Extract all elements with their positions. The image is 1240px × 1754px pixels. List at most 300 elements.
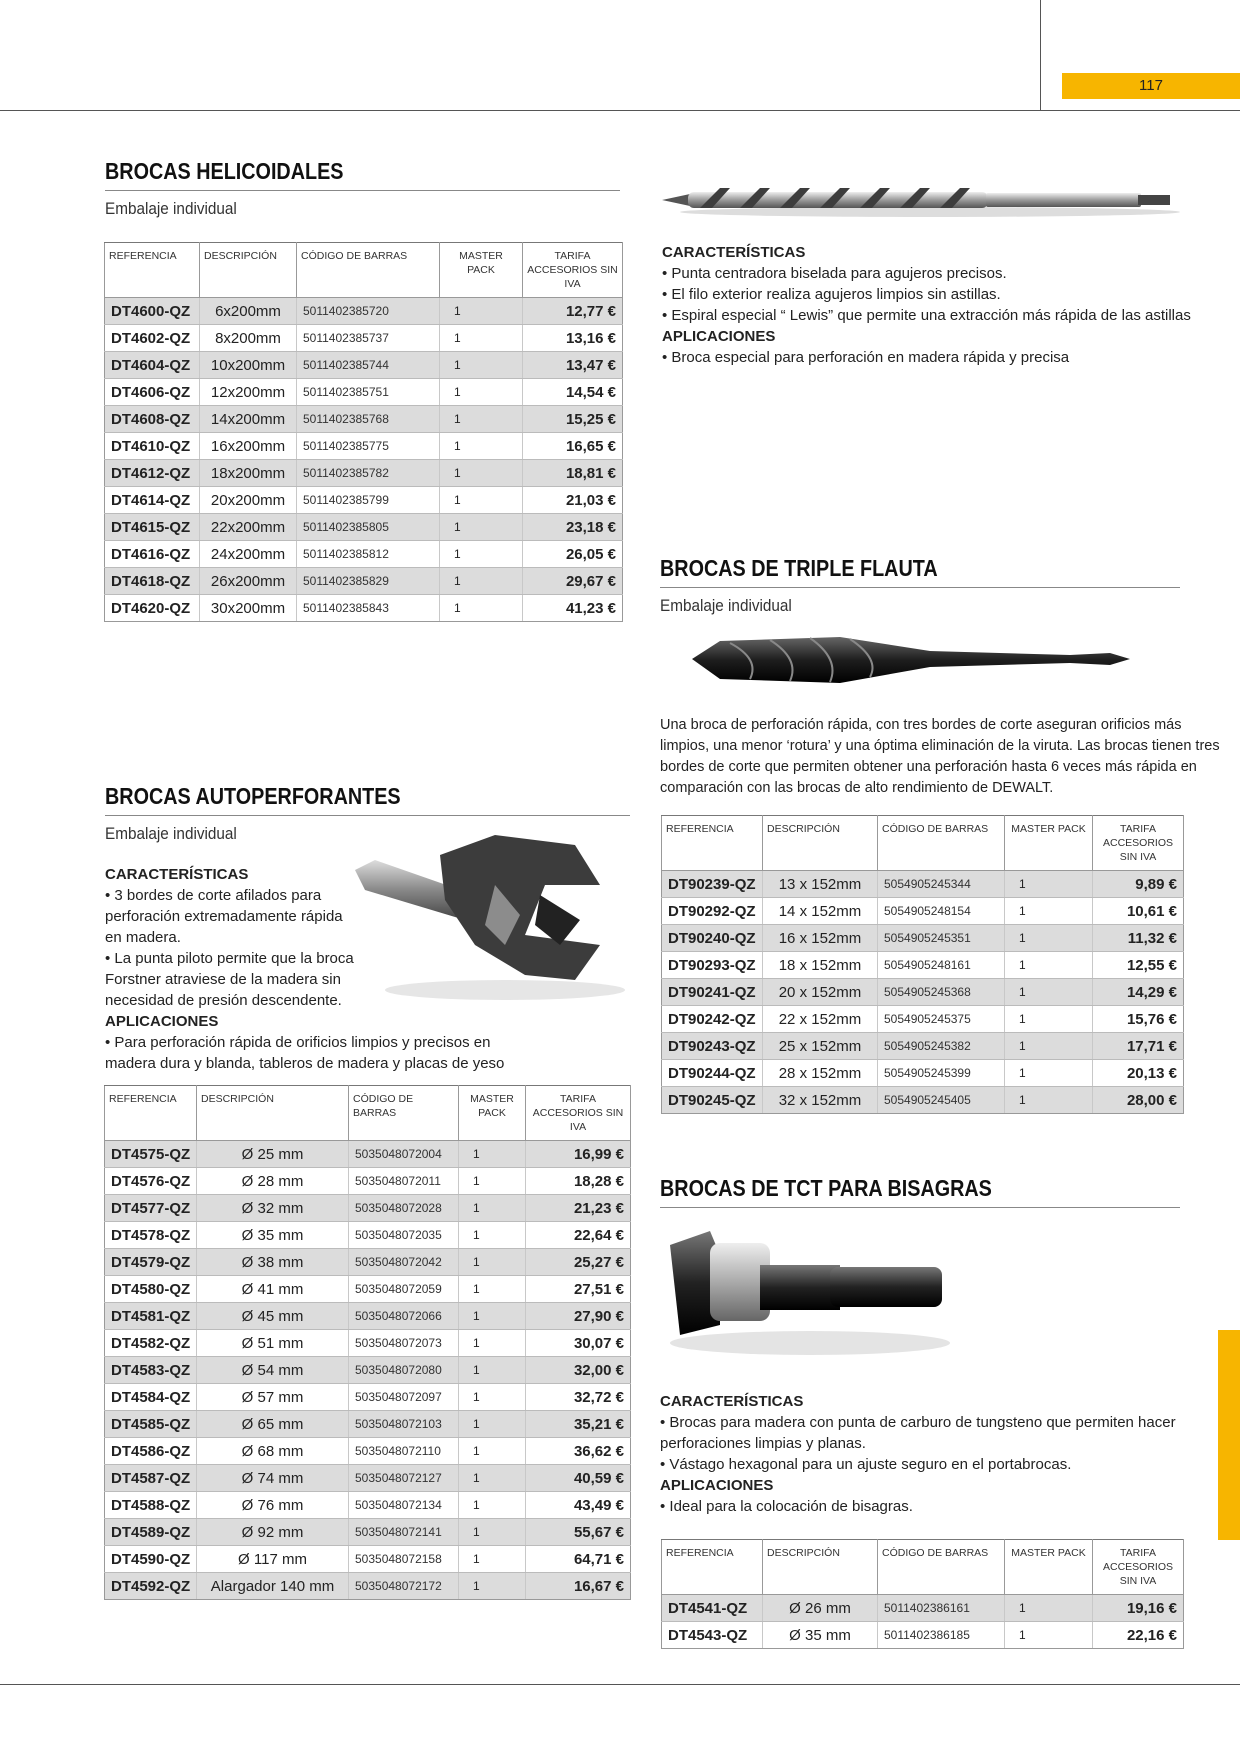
reference-cell: DT90293-QZ [662,952,763,979]
master-pack-cell: 1 [1005,1087,1093,1114]
barcode-cell: 5054905245344 [878,871,1005,898]
price-cell: 32,00 € [526,1357,631,1384]
table-row [105,1438,631,1465]
master-pack-cell: 1 [1005,979,1093,1006]
master-pack-cell: 1 [459,1519,526,1546]
barcode-cell: 5054905245405 [878,1087,1005,1114]
barcode-cell: 5011402385829 [297,568,440,595]
description-cell: 28 x 152mm [763,1060,878,1087]
description-cell: Ø 57 mm [197,1384,349,1411]
table-header-row [105,243,623,298]
reference-cell: DT4606-QZ [105,379,200,406]
triple-flute-bit-image [690,625,1135,695]
reference-cell: DT4608-QZ [105,406,200,433]
master-pack-cell: 1 [459,1438,526,1465]
price-cell: 23,18 € [523,514,623,541]
feature-line: necesidad de presión descendente. [105,992,342,1009]
price-cell: 22,16 € [1093,1622,1184,1649]
barcode-cell: 5011402385768 [297,406,440,433]
price-cell: 18,28 € [526,1168,631,1195]
barcode-cell: 5054905245399 [878,1060,1005,1087]
section-subtitle: Embalaje individual [105,199,237,218]
barcode-cell: 5035048072011 [349,1168,459,1195]
auger-bit-image [660,180,1190,220]
table-row [662,952,1184,979]
barcode-cell: 5035048072059 [349,1276,459,1303]
reference-cell: DT4586-QZ [105,1438,197,1465]
master-pack-cell: 1 [440,379,523,406]
description-cell: 32 x 152mm [763,1087,878,1114]
description-cell: Ø 38 mm [197,1249,349,1276]
master-pack-cell: 1 [459,1303,526,1330]
price-cell: 22,64 € [526,1222,631,1249]
table-row [105,1168,631,1195]
reference-cell: DT90244-QZ [662,1060,763,1087]
barcode-cell: 5011402385775 [297,433,440,460]
table-row [662,871,1184,898]
description-cell: Ø 68 mm [197,1438,349,1465]
reference-cell: DT4585-QZ [105,1411,197,1438]
master-pack-cell: 1 [440,406,523,433]
description-cell: Ø 45 mm [197,1303,349,1330]
table-row [105,433,623,460]
description-line: bordes de corte que permiten obtener una perforación hasta 6 veces más rápida en [660,759,1197,775]
barcode-cell: 5054905245351 [878,925,1005,952]
application-line: • Ideal para la colocación de bisagras. [660,1498,913,1515]
master-pack-cell: 1 [1005,1622,1093,1649]
barcode-cell: 5054905248154 [878,898,1005,925]
column-header: CÓDIGO DE BARRAS [349,1086,459,1141]
reference-cell: DT4580-QZ [105,1276,197,1303]
master-pack-cell: 1 [459,1384,526,1411]
feature-line: • Brocas para madera con punta de carburo de tungsteno que permiten hacer [660,1414,1176,1431]
table-row [662,1060,1184,1087]
product-table-helicoidales [104,242,623,622]
description-cell: 16x200mm [200,433,297,460]
master-pack-cell: 1 [440,514,523,541]
table-row [105,406,623,433]
reference-cell: DT4620-QZ [105,595,200,622]
reference-cell: DT4604-QZ [105,352,200,379]
description-cell: Ø 25 mm [197,1141,349,1168]
column-header: TARIFA ACCESORIOS SIN IVA [523,243,623,298]
section-rule [105,815,630,816]
table-header-row [662,816,1184,871]
column-header: CÓDIGO DE BARRAS [878,816,1005,871]
description-cell: 12x200mm [200,379,297,406]
reference-cell: DT90239-QZ [662,871,763,898]
reference-cell: DT90292-QZ [662,898,763,925]
price-cell: 14,29 € [1093,979,1184,1006]
barcode-cell: 5011402385782 [297,460,440,487]
side-tab-marker [1218,1330,1240,1540]
description-cell: 26x200mm [200,568,297,595]
feature-line: • 3 bordes de corte afilados para [105,887,322,904]
barcode-cell: 5011402386185 [878,1622,1005,1649]
price-cell: 26,05 € [523,541,623,568]
reference-cell: DT4581-QZ [105,1303,197,1330]
barcode-cell: 5011402385720 [297,298,440,325]
price-cell: 18,81 € [523,460,623,487]
reference-cell: DT4575-QZ [105,1141,197,1168]
master-pack-cell: 1 [1005,1033,1093,1060]
price-cell: 9,89 € [1093,871,1184,898]
price-cell: 25,27 € [526,1249,631,1276]
description-cell: 6x200mm [200,298,297,325]
table-row [105,1222,631,1249]
description-cell: 22 x 152mm [763,1006,878,1033]
description-cell: Ø 35 mm [197,1222,349,1249]
column-header: DESCRIPCIÓN [763,1540,878,1595]
master-pack-cell: 1 [459,1195,526,1222]
barcode-cell: 5035048072110 [349,1438,459,1465]
product-table-triple-flauta [661,815,1184,1114]
features-label: CARACTERÍSTICAS [662,244,806,261]
reference-cell: DT4583-QZ [105,1357,197,1384]
table-row [105,1276,631,1303]
column-header: MASTER PACK [459,1086,526,1141]
table-row [662,1087,1184,1114]
description-cell: 18 x 152mm [763,952,878,979]
description-cell: Ø 35 mm [763,1622,878,1649]
reference-cell: DT4588-QZ [105,1492,197,1519]
barcode-cell: 5035048072158 [349,1546,459,1573]
reference-cell: DT4615-QZ [105,514,200,541]
reference-cell: DT4602-QZ [105,325,200,352]
table-row [105,352,623,379]
price-cell: 21,23 € [526,1195,631,1222]
description-line: Una broca de perforación rápida, con tres bordes de corte aseguran orificios más [660,717,1182,733]
master-pack-cell: 1 [1005,952,1093,979]
description-cell: 22x200mm [200,514,297,541]
application-line: • Para perforación rápida de orificios limpios y precisos en [105,1034,491,1051]
price-cell: 16,67 € [526,1573,631,1600]
description-cell: 24x200mm [200,541,297,568]
description-cell: Ø 76 mm [197,1492,349,1519]
applications-label: APLICACIONES [662,328,776,345]
reference-cell: DT4584-QZ [105,1384,197,1411]
description-cell: Ø 92 mm [197,1519,349,1546]
table-row [662,1622,1184,1649]
section-rule [660,1207,1180,1208]
master-pack-cell: 1 [1005,1060,1093,1087]
reference-cell: DT4614-QZ [105,487,200,514]
price-cell: 20,13 € [1093,1060,1184,1087]
barcode-cell: 5011402385843 [297,595,440,622]
table-row [105,1384,631,1411]
description-triple-flauta [660,715,1220,799]
features-label: CARACTERÍSTICAS [105,866,249,883]
table-row [662,1006,1184,1033]
description-cell: Ø 54 mm [197,1357,349,1384]
barcode-cell: 5035048072004 [349,1141,459,1168]
reference-cell: DT4587-QZ [105,1465,197,1492]
description-cell: Ø 117 mm [197,1546,349,1573]
description-cell: Alargador 140 mm [197,1573,349,1600]
feature-line: • El filo exterior realiza agujeros limpios sin astillas. [662,286,1001,303]
price-cell: 16,99 € [526,1141,631,1168]
price-cell: 43,49 € [526,1492,631,1519]
price-cell: 28,00 € [1093,1087,1184,1114]
description-cell: 20 x 152mm [763,979,878,1006]
table-row [105,1492,631,1519]
feature-line: Forstner atraviese de la madera sin [105,971,341,988]
column-header: MASTER PACK [1005,816,1093,871]
master-pack-cell: 1 [459,1357,526,1384]
price-cell: 55,67 € [526,1519,631,1546]
master-pack-cell: 1 [459,1465,526,1492]
product-table-tct-bisagras [661,1539,1184,1649]
price-cell: 11,32 € [1093,925,1184,952]
barcode-cell: 5035048072080 [349,1357,459,1384]
price-cell: 27,51 € [526,1276,631,1303]
master-pack-cell: 1 [440,487,523,514]
table-row [105,1195,631,1222]
reference-cell: DT4600-QZ [105,298,200,325]
features-tct-bisagras [660,1391,1176,1517]
footer-rule [0,1684,1240,1685]
master-pack-cell: 1 [459,1168,526,1195]
barcode-cell: 5054905245375 [878,1006,1005,1033]
description-cell: 20x200mm [200,487,297,514]
reference-cell: DT4590-QZ [105,1546,197,1573]
master-pack-cell: 1 [1005,898,1093,925]
reference-cell: DT4618-QZ [105,568,200,595]
table-row [105,325,623,352]
master-pack-cell: 1 [440,298,523,325]
price-cell: 13,16 € [523,325,623,352]
price-cell: 40,59 € [526,1465,631,1492]
section-title-triple-flauta: BROCAS DE TRIPLE FLAUTA [660,555,938,581]
feature-line: perforación extremadamente rápida [105,908,343,925]
feature-line: en madera. [105,929,181,946]
column-header: TARIFA ACCESORIOS SIN IVA [526,1086,631,1141]
description-cell: 10x200mm [200,352,297,379]
features-label: CARACTERÍSTICAS [660,1393,804,1410]
description-cell: 30x200mm [200,595,297,622]
description-cell: Ø 28 mm [197,1168,349,1195]
master-pack-cell: 1 [440,541,523,568]
section-subtitle: Embalaje individual [660,596,792,615]
reference-cell: DT90245-QZ [662,1087,763,1114]
barcode-cell: 5054905245382 [878,1033,1005,1060]
barcode-cell: 5035048072134 [349,1492,459,1519]
applications-label: APLICACIONES [105,1013,219,1030]
barcode-cell: 5035048072103 [349,1411,459,1438]
feature-line: • Punta centradora biselada para agujeros precisos. [662,265,1007,282]
master-pack-cell: 1 [459,1222,526,1249]
features-helicoidales [662,242,1191,368]
master-pack-cell: 1 [459,1492,526,1519]
application-line: • Broca especial para perforación en madera rápida y precisa [662,349,1070,366]
master-pack-cell: 1 [459,1546,526,1573]
section-subtitle: Embalaje individual [105,824,237,843]
reference-cell: DT90242-QZ [662,1006,763,1033]
master-pack-cell: 1 [1005,925,1093,952]
column-header: TARIFA ACCESORIOS SIN IVA [1093,1540,1184,1595]
price-cell: 15,76 € [1093,1006,1184,1033]
table-row [105,514,623,541]
column-header: CÓDIGO DE BARRAS [297,243,440,298]
barcode-cell: 5035048072073 [349,1330,459,1357]
table-row [105,1573,631,1600]
table-row [662,925,1184,952]
price-cell: 10,61 € [1093,898,1184,925]
reference-cell: DT90243-QZ [662,1033,763,1060]
master-pack-cell: 1 [440,433,523,460]
barcode-cell: 5035048072097 [349,1384,459,1411]
description-cell: 14x200mm [200,406,297,433]
price-cell: 12,77 € [523,298,623,325]
reference-cell: DT4578-QZ [105,1222,197,1249]
master-pack-cell: 1 [440,460,523,487]
table-row [105,595,623,622]
barcode-cell: 5035048072035 [349,1222,459,1249]
column-header: MASTER PACK [1005,1540,1093,1595]
description-cell: Ø 32 mm [197,1195,349,1222]
master-pack-cell: 1 [459,1276,526,1303]
table-row [662,1595,1184,1622]
application-line: madera dura y blanda, tableros de madera y placas de yeso [105,1055,505,1072]
table-header-row [105,1086,631,1141]
price-cell: 21,03 € [523,487,623,514]
description-cell: 13 x 152mm [763,871,878,898]
master-pack-cell: 1 [440,568,523,595]
price-cell: 12,55 € [1093,952,1184,979]
barcode-cell: 5054905245368 [878,979,1005,1006]
barcode-cell: 5054905248161 [878,952,1005,979]
master-pack-cell: 1 [1005,871,1093,898]
table-row [105,1546,631,1573]
reference-cell: DT4589-QZ [105,1519,197,1546]
reference-cell: DT4612-QZ [105,460,200,487]
price-cell: 29,67 € [523,568,623,595]
reference-cell: DT4576-QZ [105,1168,197,1195]
description-cell: 8x200mm [200,325,297,352]
table-row [105,379,623,406]
header-rule [0,110,1240,111]
reference-cell: DT4592-QZ [105,1573,197,1600]
feature-line: • Vástago hexagonal para un ajuste seguro en el portabrocas. [660,1456,1072,1473]
description-cell: Ø 41 mm [197,1276,349,1303]
table-row [662,979,1184,1006]
master-pack-cell: 1 [440,595,523,622]
reference-cell: DT4582-QZ [105,1330,197,1357]
column-header: REFERENCIA [105,243,200,298]
description-line: comparación con las brocas de alto rendimiento de DEWALT. [660,780,1054,796]
barcode-cell: 5011402385737 [297,325,440,352]
reference-cell: DT4543-QZ [662,1622,763,1649]
table-row [105,1411,631,1438]
description-line: limpios, una menor ‘rotura’ y una óptima eliminación de la viruta. Las brocas tienen tres [660,738,1220,754]
price-cell: 27,90 € [526,1303,631,1330]
master-pack-cell: 1 [440,352,523,379]
price-cell: 41,23 € [523,595,623,622]
table-row [662,898,1184,925]
table-row [105,541,623,568]
barcode-cell: 5011402385805 [297,514,440,541]
feature-line: • La punta piloto permite que la broca [105,950,354,967]
table-row [105,1519,631,1546]
section-title-helicoidales: BROCAS HELICOIDALES [105,158,344,184]
feature-line: • Espiral especial “ Lewis” que permite una extracción más rápida de las astillas [662,307,1191,324]
reference-cell: DT90241-QZ [662,979,763,1006]
column-header: REFERENCIA [662,816,763,871]
barcode-cell: 5035048072066 [349,1303,459,1330]
description-cell: Ø 51 mm [197,1330,349,1357]
barcode-cell: 5035048072042 [349,1249,459,1276]
price-cell: 64,71 € [526,1546,631,1573]
table-row [105,1303,631,1330]
description-cell: 25 x 152mm [763,1033,878,1060]
description-cell: Ø 74 mm [197,1465,349,1492]
price-cell: 19,16 € [1093,1595,1184,1622]
column-header: MASTER PACK [440,243,523,298]
barcode-cell: 5035048072127 [349,1465,459,1492]
column-header: TARIFA ACCESORIOS SIN IVA [1093,816,1184,871]
section-rule [660,587,1180,588]
price-cell: 30,07 € [526,1330,631,1357]
column-header: DESCRIPCIÓN [197,1086,349,1141]
column-header: REFERENCIA [662,1540,763,1595]
price-cell: 15,25 € [523,406,623,433]
price-cell: 14,54 € [523,379,623,406]
table-row [105,460,623,487]
feature-line: perforaciones limpias y planas. [660,1435,866,1452]
reference-cell: DT90240-QZ [662,925,763,952]
hinge-bit-image [660,1225,960,1360]
description-cell: Ø 26 mm [763,1595,878,1622]
master-pack-cell: 1 [459,1249,526,1276]
description-cell: 14 x 152mm [763,898,878,925]
master-pack-cell: 1 [459,1141,526,1168]
barcode-cell: 5011402386161 [878,1595,1005,1622]
column-header: DESCRIPCIÓN [763,816,878,871]
price-cell: 35,21 € [526,1411,631,1438]
master-pack-cell: 1 [459,1411,526,1438]
barcode-cell: 5035048072172 [349,1573,459,1600]
column-header: CÓDIGO DE BARRAS [878,1540,1005,1595]
applications-label: APLICACIONES [660,1477,774,1494]
price-cell: 32,72 € [526,1384,631,1411]
master-pack-cell: 1 [440,325,523,352]
master-pack-cell: 1 [1005,1006,1093,1033]
table-row [105,1465,631,1492]
section-title-autoperforantes: BROCAS AUTOPERFORANTES [105,783,401,809]
price-cell: 13,47 € [523,352,623,379]
page-number: 117 [1139,77,1163,94]
master-pack-cell: 1 [459,1330,526,1357]
table-row [105,298,623,325]
master-pack-cell: 1 [459,1573,526,1600]
table-row [105,1357,631,1384]
self-feed-bit-image [345,825,630,1005]
section-rule [105,190,620,191]
reference-cell: DT4579-QZ [105,1249,197,1276]
table-row [105,1249,631,1276]
column-header: REFERENCIA [105,1086,197,1141]
product-table-autoperforantes [104,1085,631,1600]
barcode-cell: 5035048072028 [349,1195,459,1222]
price-cell: 16,65 € [523,433,623,460]
section-title-tct-bisagras: BROCAS DE TCT PARA BISAGRAS [660,1175,992,1201]
table-row [105,568,623,595]
reference-cell: DT4541-QZ [662,1595,763,1622]
column-header: DESCRIPCIÓN [200,243,297,298]
barcode-cell: 5011402385799 [297,487,440,514]
table-row [105,1330,631,1357]
description-cell: 16 x 152mm [763,925,878,952]
